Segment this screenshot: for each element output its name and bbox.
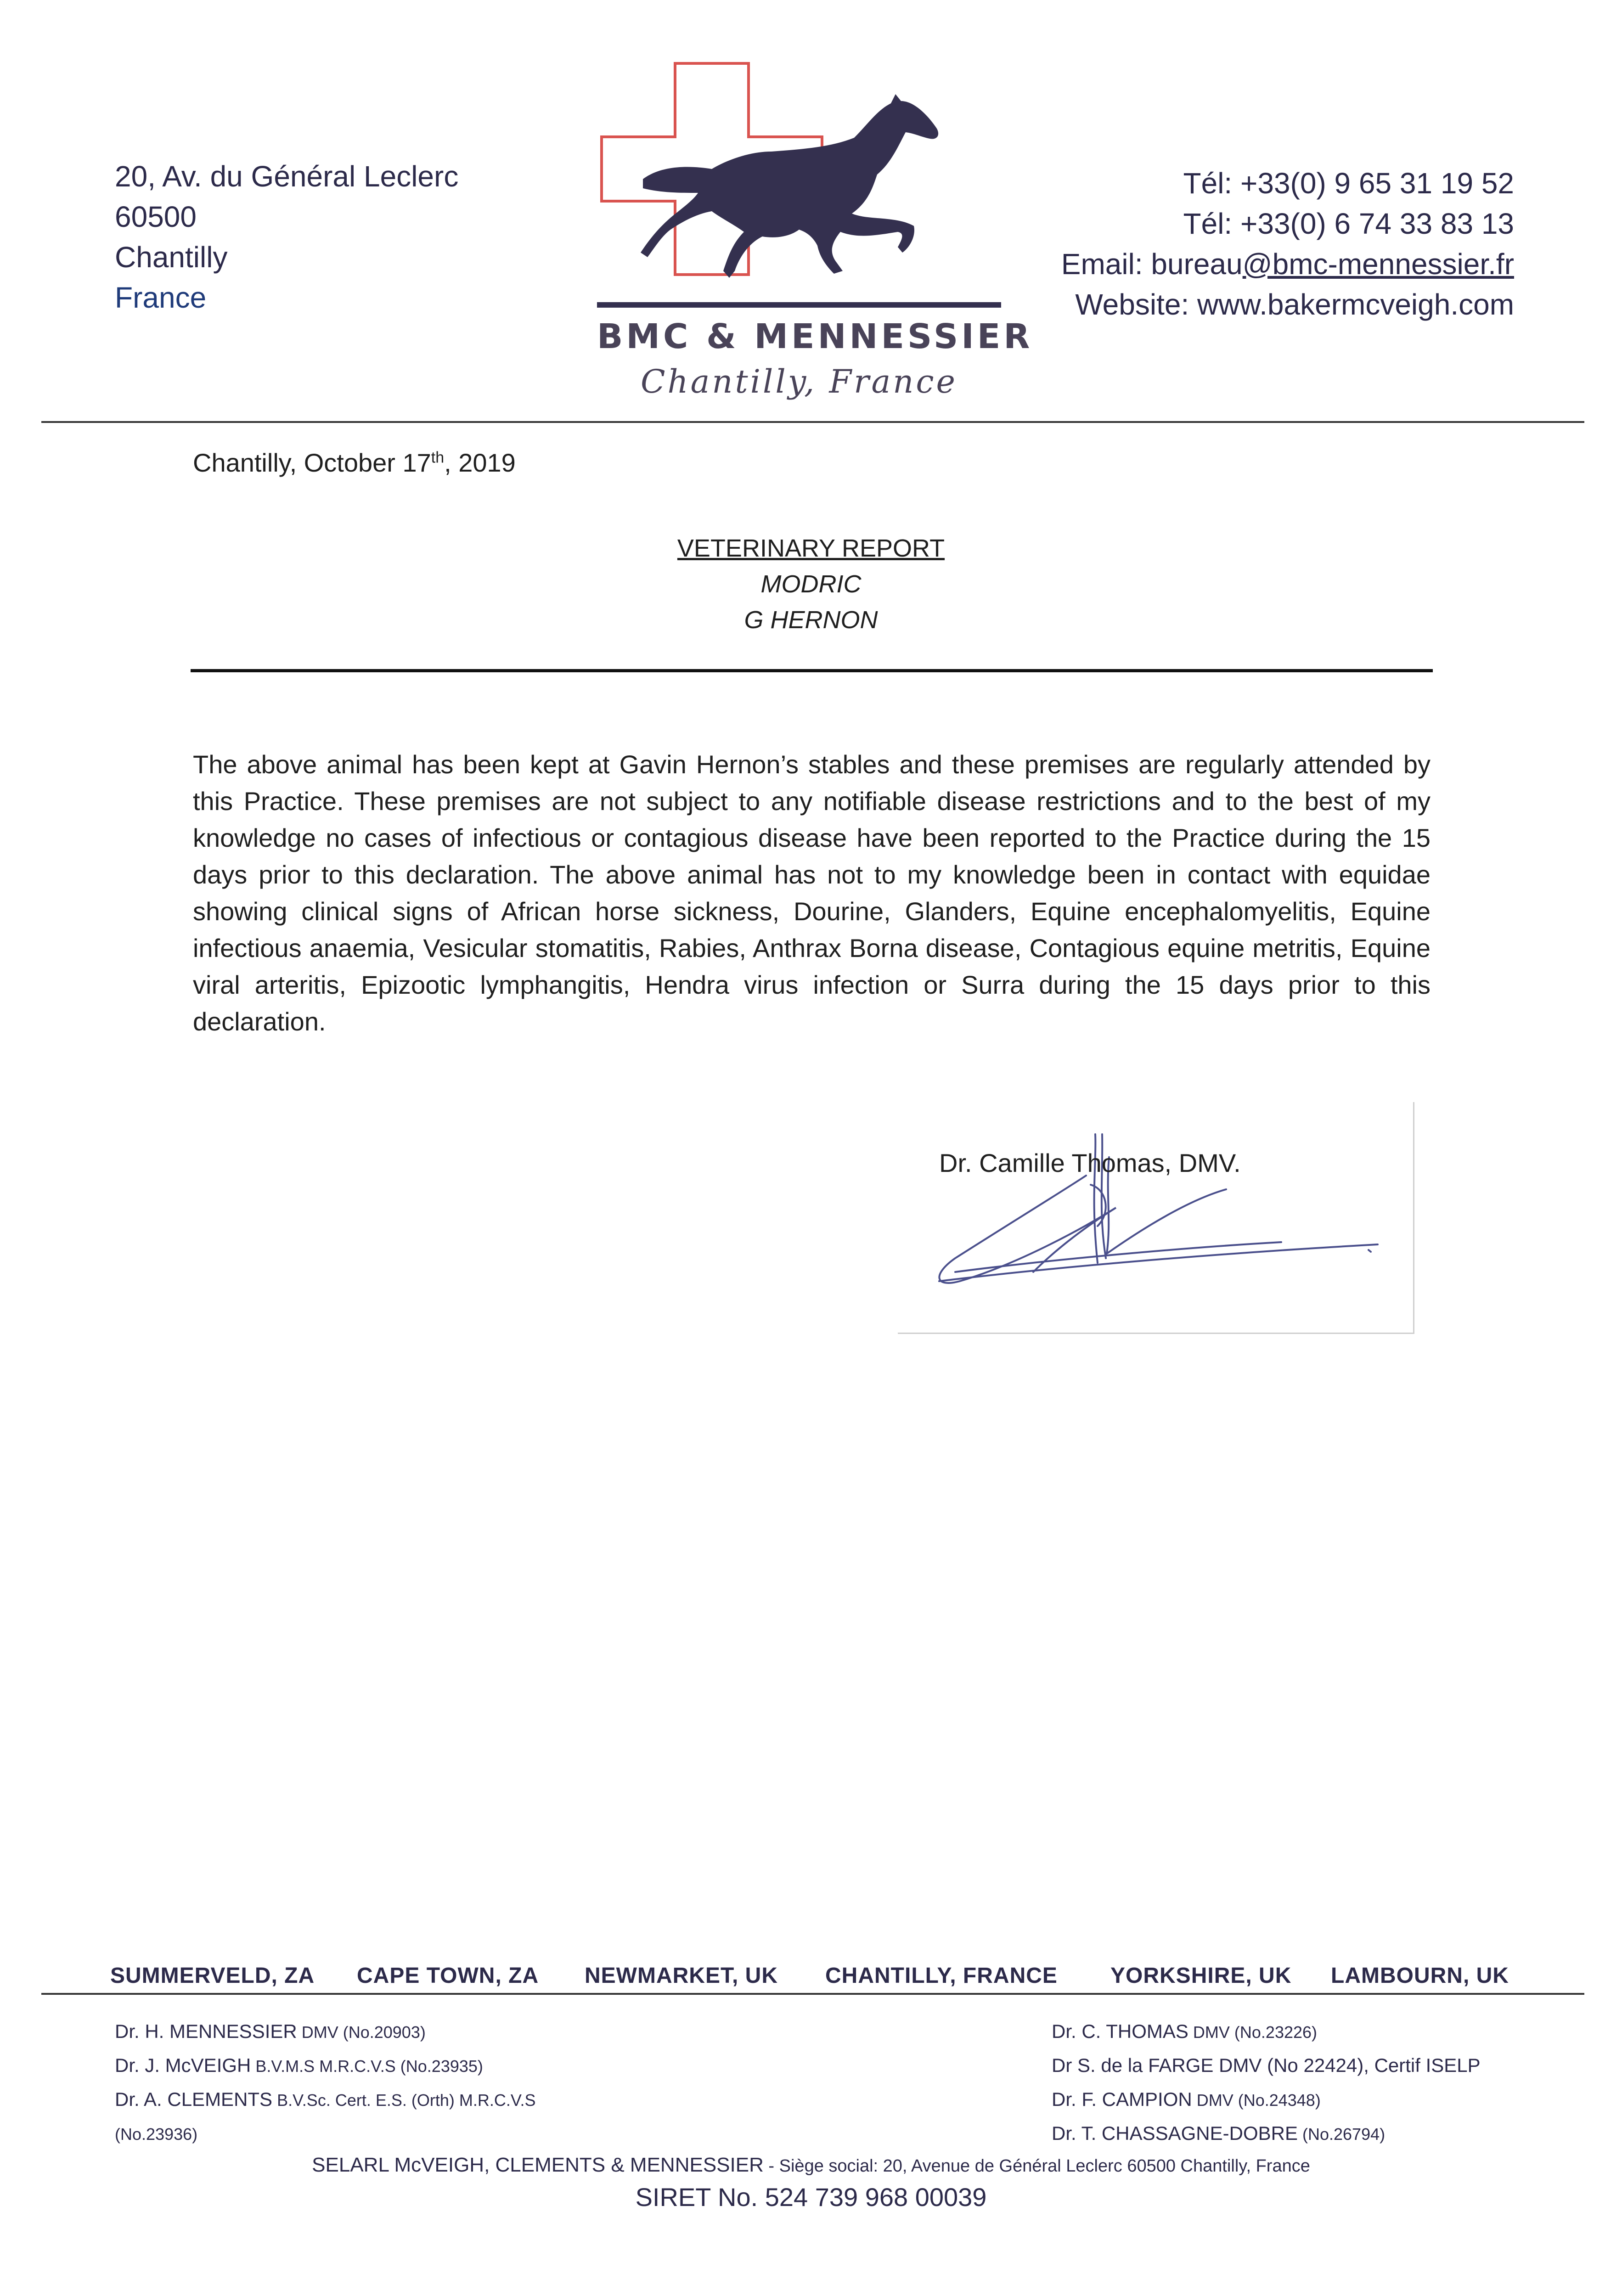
address-postcode: 60500 (115, 200, 197, 233)
legal-detail: - Siège social: 20, Avenue de Général Leclerc 60500 Chantilly, France (763, 2156, 1310, 2176)
siret-number: SIRET No. 524 739 968 00039 (635, 2183, 987, 2212)
date-main: Chantilly, October 17 (193, 448, 431, 477)
office-yorkshire: YORKSHIRE, UK (1110, 1964, 1292, 1988)
office-newmarket: NEWMARKET, UK (585, 1964, 778, 1988)
office-lambourn: LAMBOURN, UK (1331, 1964, 1509, 1988)
vet-detail: B.V.M.S M.R.C.V.S (No.23935) (251, 2057, 483, 2076)
vet-entry (115, 2083, 536, 2117)
vet-entry (115, 2049, 536, 2083)
trainer-name: G HERNON (744, 606, 878, 634)
office-cape-town: CAPE TOWN, ZA (357, 1964, 539, 1988)
practice-logo (574, 55, 1042, 413)
practice-address (115, 156, 458, 318)
report-heading (581, 530, 1041, 638)
vet-name: Dr. A. CLEMENTS (115, 2088, 273, 2110)
horse-cross-icon (574, 55, 1042, 312)
vet-entry (1052, 2049, 1481, 2083)
report-body: The above animal has been kept at Gavin Hernon’s stables and these premises are regularly attended by this Practice. These premises are not subject to any notifiable disease restrictions and to the best of my knowledge no cases of infectious or contagious disease have been reported to the Practice during the 15 days prior to this declaration. The above animal has not to my knowledge been in contact with equidae showing clinical signs of African horse sickness, Dourine, Glanders, Equine encephalomyelitis, Equine infectious anaemia, Vesicular stomatitis, Rabies, Anthrax Borna disease, Contagious equine metritis, Equine viral arteritis, Epizootic lymphangitis, Hendra virus infection or Surra during the 15 days prior to this declaration. (193, 750, 1431, 1036)
vet-entry (1052, 2015, 1481, 2049)
legal-entity (0, 2154, 1622, 2177)
header-divider (41, 421, 1584, 423)
office-summerveld: SUMMERVELD, ZA (110, 1964, 315, 1988)
phone-2: Tél: +33(0) 6 74 33 83 13 (1183, 207, 1514, 240)
vets-list-left (115, 2015, 536, 2151)
report-date (193, 448, 516, 478)
email-prefix: Email: bureau (1061, 248, 1243, 281)
email (1061, 244, 1514, 284)
heading-divider (191, 669, 1433, 672)
vet-detail: DMV (No.20903) (297, 2023, 426, 2042)
vet-detail: (No.26794) (1298, 2125, 1385, 2144)
vet-detail: DMV (No.23226) (1188, 2023, 1318, 2042)
vet-name: Dr. F. CAMPION (1052, 2088, 1192, 2110)
date-year: , 2019 (444, 448, 516, 477)
email-link[interactable]: @bmc-mennessier.fr (1242, 248, 1514, 281)
logo-rule (597, 302, 1001, 308)
practice-contact (1061, 163, 1514, 325)
report-title: VETERINARY REPORT (677, 535, 945, 562)
horse-name: MODRIC (760, 570, 862, 598)
vet-detail: (No.23936) (115, 2125, 198, 2144)
vet-name: Dr. J. McVEIGH (115, 2054, 251, 2076)
vet-name: Dr. T. CHASSAGNE-DOBRE (1052, 2122, 1298, 2144)
website: Website: www.bakermcveigh.com (1075, 288, 1514, 321)
office-chantilly: CHANTILLY, FRANCE (825, 1964, 1058, 1988)
vets-list-right (1052, 2015, 1481, 2151)
date-ordinal: th (431, 449, 445, 467)
vet-name: Dr. H. MENNESSIER (115, 2020, 297, 2042)
vet-entry (115, 2015, 536, 2049)
legal-name: SELARL McVEIGH, CLEMENTS & MENNESSIER (312, 2154, 764, 2176)
office-locations (110, 1963, 1515, 1995)
address-city: Chantilly (115, 241, 228, 274)
logo-tagline: Chantilly, France (641, 363, 957, 400)
phone-1: Tél: +33(0) 9 65 31 19 52 (1183, 167, 1514, 200)
vet-entry (1052, 2083, 1481, 2117)
footer-divider (41, 1993, 1584, 1995)
vet-detail: DMV (No.24348) (1192, 2091, 1321, 2110)
address-country: France (115, 281, 207, 314)
signature-box-edge-bottom (898, 1333, 1414, 1334)
vet-entry (115, 2117, 536, 2151)
address-street: 20, Av. du Général Leclerc (115, 160, 459, 193)
vet-name: Dr. C. THOMAS (1052, 2020, 1188, 2042)
vet-detail: B.V.Sc. Cert. E.S. (Orth) M.R.C.V.S (272, 2091, 536, 2110)
vet-name: Dr S. de la FARGE DMV (No 22424), Certif ISELP (1052, 2054, 1481, 2076)
logo-brand: BMC & MENNESSIER (597, 317, 1033, 356)
signature-box-edge-right (1413, 1102, 1414, 1334)
vet-entry (1052, 2117, 1481, 2151)
signatory-name: Dr. Camille Thomas, DMV. (939, 1148, 1241, 1177)
